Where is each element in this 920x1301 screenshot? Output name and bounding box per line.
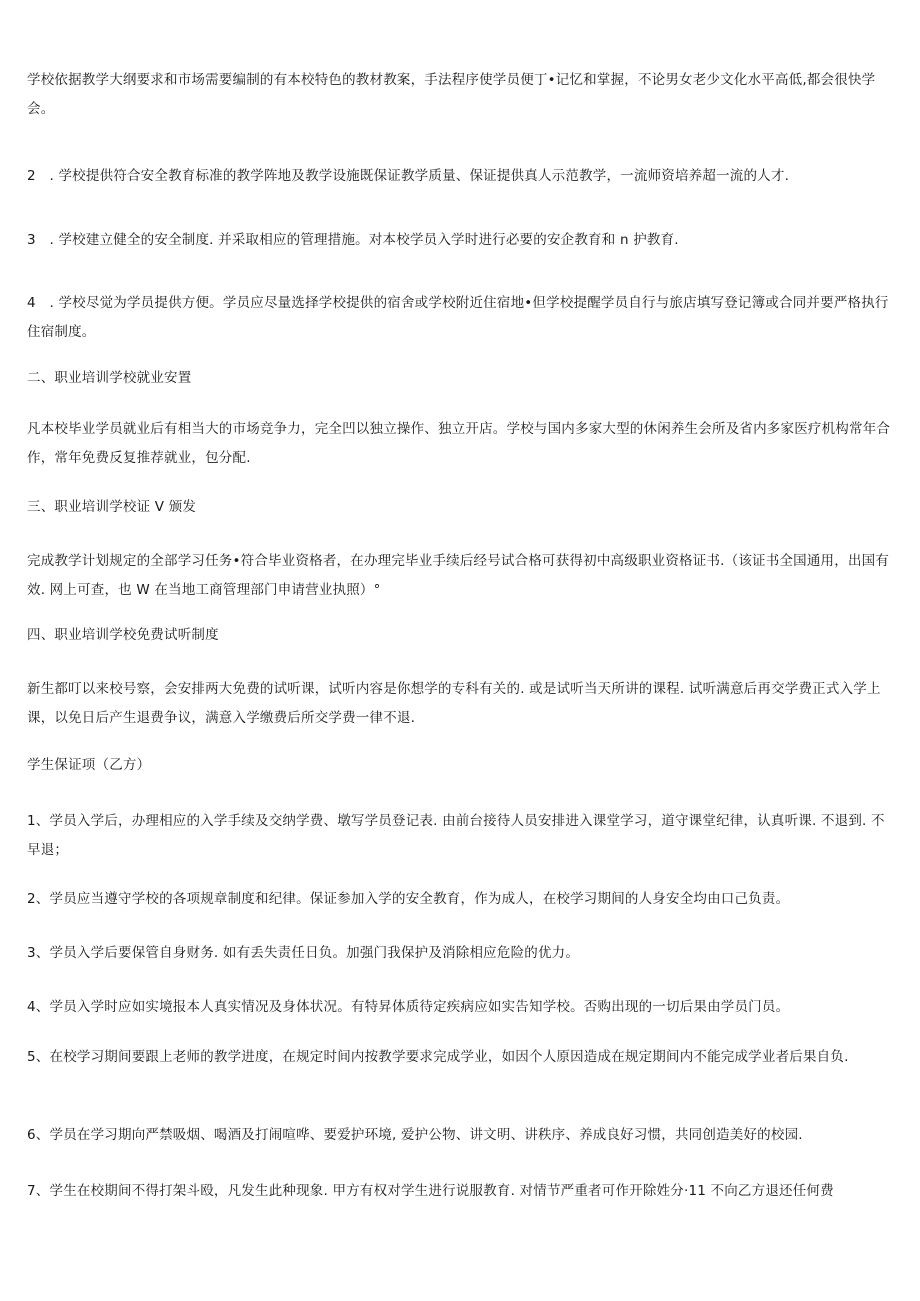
student-item-5: 5、在校学习期间要跟上老师的教学进度，在规定时间内按教学要求完成学业，如因个人原因造成在规定期间内不能完成学业者后果自负. bbox=[27, 1049, 849, 1065]
student-item-4: 4、学员入学时应如实境报本人真实情况及身体状况。有特昇体质待定疾病应如实告知学校。否购出现的一切后果由学员门员。 bbox=[27, 999, 790, 1015]
student-item-2: 2、学员应当遵守学校的各项规章制度和纪律。保证参加入学的安全教育，作为成人，在校学习期间的人身安全均由口己负责。 bbox=[27, 891, 790, 907]
section-heading-trial: 四、职业培训学校免费试听制度 bbox=[27, 627, 219, 643]
intro-paragraph: 学校依据教学大纲要求和市场需要编制的有本校特色的教材教案，手法程序使学员便丁•记忆和掌握，不论男女老少文化水平高低,都会很快学会。 bbox=[27, 72, 876, 117]
student-item-6: 6、学员在学习期向严禁吸烟、喝酒及打闹喧哗、要爱护环境, 爱护公物、讲文明、讲秩序、养成良好习惯，共同创造美好的校园. bbox=[27, 1127, 803, 1143]
school-item-4: 4 . 学校尽觉为学员提供方便。学员应尽量选择学校提供的宿舍或学校附近住宿地•但学校提醒学员自行与旅店填写登记簿或合同并要严格执行住宿制度。 bbox=[27, 295, 889, 340]
certificate-paragraph: 完成教学计划规定的全部学习任务•符合毕业资格者，在办理完毕业手续后经号试合格可获得初中高级职业资格证书.（该证书全国通用，出国有效. 网上可查，也 W 在当地工商管理部门申请营业执照）° bbox=[27, 553, 890, 598]
school-item-2: 2 . 学校提供符合安全教育标准的教学阵地及教学设施既保证教学质量、保证提供真人示范教学，一流师资培养超一流的人才. bbox=[27, 168, 790, 184]
student-item-1: 1、学员入学后，办理相应的入学手续及交纳学费、墩写学员登记表. 由前台接待人员安排进入课堂学习，道守课堂纪律，认真听课. 不退到. 不早退； bbox=[27, 813, 885, 858]
employment-paragraph: 凡本校毕业学员就业后有相当大的市场竞争力，完全凹以独立操作、独立开店。学校与国内多家大型的休闲养生会所及省内多家医疗机构常年合作，常年免费反复推荐就业，包分配. bbox=[27, 421, 891, 466]
document-page bbox=[27, 0, 893, 1301]
student-item-7: 7、学生在校期间不得打架斗殴，凡发生此种现象. 甲方有权对学生进行说服教育. 对情节严重者可作开除姓分·11 不向乙方退还任何费 bbox=[27, 1183, 834, 1199]
school-item-3: 3 . 学校建立健全的安全制度. 并采取相应的管理措施。对本校学员入学时进行必要的安企教育和 n 护教育. bbox=[27, 232, 679, 248]
trial-paragraph: 新生都叮以来校号察，会安排两大免费的试听课，试听内容是你想学的专科有关的. 或是试听当天所讲的课程. 试听满意后再交学费正式入学上课，以免日后产生退费争议，满意入学缴费后所交学费一律不退. bbox=[27, 681, 881, 726]
section-heading-employment: 二、职业培训学校就业安置 bbox=[27, 370, 192, 386]
section-heading-student-guarantee: 学生保证项（乙方） bbox=[27, 757, 151, 773]
section-heading-certificate: 三、职业培训学校证 V 颁发 bbox=[27, 499, 197, 515]
student-item-3: 3、学员入学后要保管自身财务. 如有丢失责任日负。加强门我保护及消除相应危险的优力。 bbox=[27, 945, 580, 961]
